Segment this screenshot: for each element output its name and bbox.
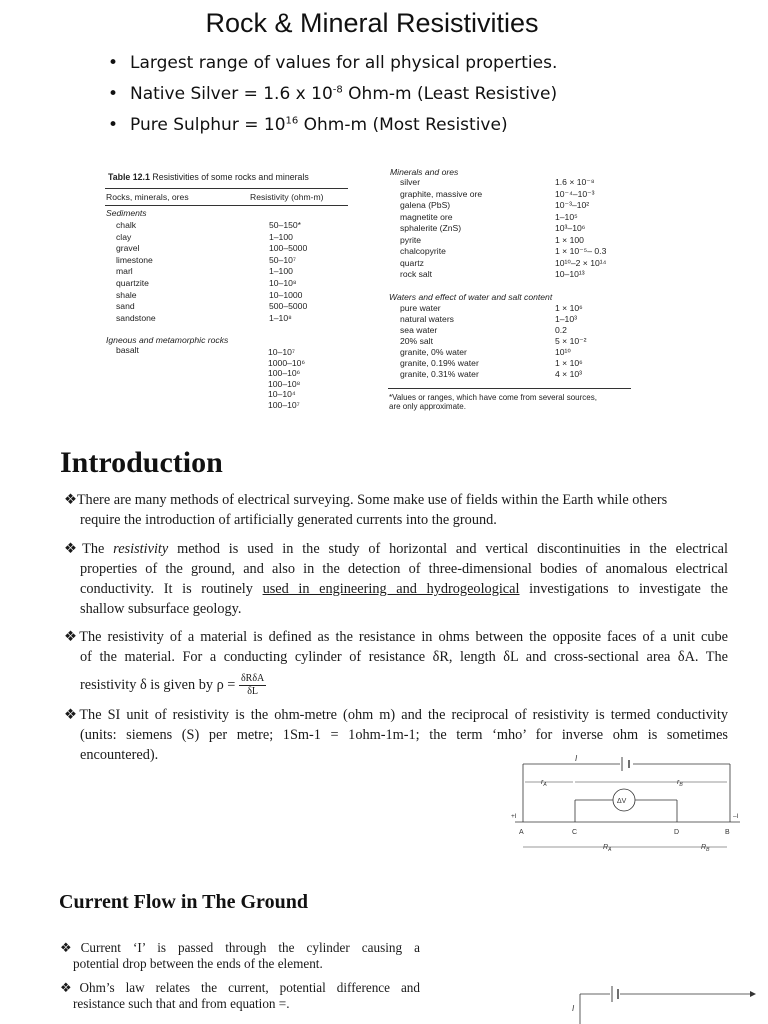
table-cell-name: granite, 0% water — [400, 347, 467, 357]
table-cell-name: natural waters — [400, 314, 454, 324]
table-cell-value: 10–10¹³ — [555, 269, 585, 279]
section-title-introduction: Introduction — [60, 446, 223, 479]
table-cell-name: clay — [116, 231, 132, 242]
bullet-item: • Pure Sulphur = $10^{16}$ Ohm-m (Most Resistive) — [108, 115, 508, 135]
table-cell-value: 1–10⁵ — [555, 211, 578, 222]
table-cell-value: 0.2 — [555, 325, 567, 335]
table-cell-name: chalk — [116, 220, 137, 230]
table-cell-value: 1000–10⁶ — [268, 357, 305, 368]
table-cell-value: 100–10⁸ — [268, 378, 301, 389]
svg-text:I: I — [572, 1004, 575, 1013]
diamond-bullet-icon: ❖ — [60, 980, 80, 995]
table-cell-name: shale — [116, 289, 137, 300]
table-cell-value: 10–10⁸ — [269, 278, 297, 288]
table-cell-name: sphalerite (ZnS) — [400, 223, 462, 233]
table-cell-value: 1–100 — [269, 266, 293, 277]
table-cell-name: galena (PbS) — [400, 200, 451, 210]
table-cell-name: chalcopyrite — [400, 246, 446, 256]
current-label: I — [575, 754, 578, 763]
electrode-circuit-diagram — [505, 752, 750, 862]
table-cell-value: 5 × 10⁻² — [555, 336, 587, 346]
table-cell-name: sea water — [400, 325, 438, 335]
table-cell-name: pyrite — [400, 234, 422, 245]
current-flow-bullet-2: ❖Ohm’s law relates the current, potential difference and resistance such that and from equation =. — [60, 980, 420, 1011]
svg-text:RB: $R_B$ — [701, 844, 710, 853]
voltmeter-label: ΔV — [617, 798, 627, 805]
electrode-d-label: D — [674, 829, 680, 836]
table-cell-value: 10–10⁷ — [268, 347, 296, 357]
table-cell-value: 1–10³ — [555, 314, 577, 324]
table-cell-value: 10–10⁴ — [268, 389, 296, 400]
table-cell-name: marl — [116, 266, 133, 277]
table-cell-value: 10³–10⁶ — [555, 223, 586, 233]
table-caption: Table 12.1 Resistivities of some rocks and minerals — [108, 172, 309, 182]
column-header-right: Resistivity (ohm-m) — [250, 192, 324, 202]
sediments-heading: Sediments — [106, 208, 147, 218]
section-title-current-flow: Current Flow in The Ground — [59, 891, 308, 913]
table-cell-value: 1.6 × 10⁻⁸ — [555, 177, 595, 187]
intro-paragraph-3: ❖The resistivity of a material is defined as the resistance in ohms between the opposite faces of a unit cube of the material. For a conducting cylinder of resistance δR, length δL and cross-sectional area δA. The resistivity δ is given by ρ = δRδA δL — [64, 629, 728, 697]
intro-paragraph-4: ❖The SI unit of resistivity is the ohm-metre (ohm m) and the reciprocal of resistivity is termed conductivity (units: siemens (S) per metre; 1Sm-1 = 1ohm-1m-1; the term ‘mho’ for inverse ohm is sometimes encountered). — [64, 707, 728, 763]
diamond-bullet-icon: ❖ — [60, 940, 81, 955]
table-cell-value: 10⁻³–10² — [555, 200, 590, 210]
diamond-bullet-icon: ❖ — [64, 629, 80, 645]
svg-text:rA: $r_A$ — [541, 779, 547, 788]
diamond-bullet-icon: ❖ — [64, 492, 77, 508]
table-cell-value: 100–5000 — [269, 243, 308, 254]
svg-text:RA: $R_A$ — [603, 844, 612, 853]
table-cell-value: 10⁻⁴–10⁻³ — [555, 188, 595, 199]
table-cell-name: pure water — [400, 303, 441, 313]
table-cell-value: 4 × 10³ — [555, 369, 582, 379]
table-cell-value: 50–10⁷ — [269, 254, 297, 265]
table-cell-value: 1–100 — [269, 231, 293, 242]
table-cell-value: 50–150* — [269, 220, 302, 230]
table-cell-value: 10¹⁰ — [555, 347, 571, 357]
electrode-c-label: C — [572, 829, 578, 836]
table-cell-value: 500–5000 — [269, 301, 308, 312]
arrow-right-icon — [750, 991, 756, 997]
svg-text:–I: –I — [733, 813, 739, 820]
current-flow-bullet-1: ❖Current ‘I’ is passed through the cylinder causing a potential drop between the ends of the element. — [60, 940, 420, 971]
resistivity-formula: δRδA δL — [240, 673, 265, 697]
table-cell-name: magnetite ore — [400, 211, 453, 222]
table-footnote-line1: *Values or ranges, which have come from several sources, — [389, 393, 597, 402]
svg-text:rB: $r_B$ — [677, 779, 683, 788]
table-cell-value: 1 × 10⁻⁵– 0.3 — [555, 246, 607, 256]
intro-paragraph-1: ❖There are many methods of electrical surveying. Some make use of fields within the Earth while others require the introduction of artificially generated currents into the ground. — [64, 492, 668, 528]
bullet-item: • Native Silver = 1.6 x $10^{-8}$ Ohm-m (Least Resistive) — [108, 84, 558, 104]
column-header-left: Rocks, minerals, ores — [106, 192, 189, 202]
table-cell-name: 20% salt — [400, 336, 433, 346]
table-cell-value: 1 × 100 — [555, 234, 584, 245]
table-cell-name: gravel — [116, 243, 140, 254]
table-cell-name: granite, 0.31% water — [400, 369, 479, 379]
table-cell-value: 1–10⁸ — [269, 312, 292, 323]
electrode-b-label: B — [725, 829, 730, 836]
table-cell-name: quartzite — [116, 278, 149, 288]
table-row-name: basalt — [116, 345, 139, 355]
table-cell-name: graphite, massive ore — [400, 188, 483, 199]
table-cell-name: granite, 0.19% water — [400, 358, 479, 368]
igneous-heading: Igneous and metamorphic rocks — [106, 335, 229, 345]
table-cell-value: 10¹⁰–2 × 10¹⁴ — [555, 257, 607, 268]
table-cell-name: sand — [116, 301, 135, 312]
diamond-bullet-icon: ❖ — [64, 707, 80, 723]
table-cell-name: silver — [400, 177, 421, 187]
table-cell-value: 100–10⁷ — [268, 400, 300, 410]
table-cell-value: 10–1000 — [269, 289, 303, 300]
minerals-heading: Minerals and ores — [390, 167, 459, 177]
bullet-item: • Largest range of values for all physical properties. — [108, 53, 558, 73]
intro-paragraph-2: ❖The resistivity method is used in the study of horizontal and vertical discontinuities in the electrical properties of the ground, and also in the detection of three-dimensional bodies of anomalous electrical conductivity. It is routinely used in engineering and hydrogeological investigations to investigate the shallow subsurface geology. — [64, 541, 728, 617]
intro-line-with-underline: conductivity. It is routinely used in engineering and hydrogeological investigations to investigate the — [80, 581, 728, 597]
diamond-bullet-icon: ❖ — [64, 541, 83, 557]
electrode-a-label: A — [519, 829, 524, 836]
page-title: Rock & Mineral Resistivities — [205, 8, 539, 38]
resistivity-table — [0, 0, 768, 440]
table-footnote-line2: are only approximate. — [389, 402, 466, 411]
waters-heading: Waters and effect of water and salt content — [389, 292, 553, 302]
table-cell-name: quartz — [400, 257, 424, 268]
table-cell-value: 100–10⁶ — [268, 368, 301, 379]
table-cell-value: 1 × 10⁶ — [555, 358, 583, 368]
svg-text:+I: +I — [511, 813, 517, 820]
table-cell-name: sandstone — [116, 312, 156, 323]
table-cell-name: limestone — [116, 254, 153, 265]
table-cell-name: rock salt — [400, 269, 432, 279]
cylinder-circuit-figure — [560, 975, 760, 1024]
table-cell-value: 1 × 10⁶ — [555, 303, 583, 313]
